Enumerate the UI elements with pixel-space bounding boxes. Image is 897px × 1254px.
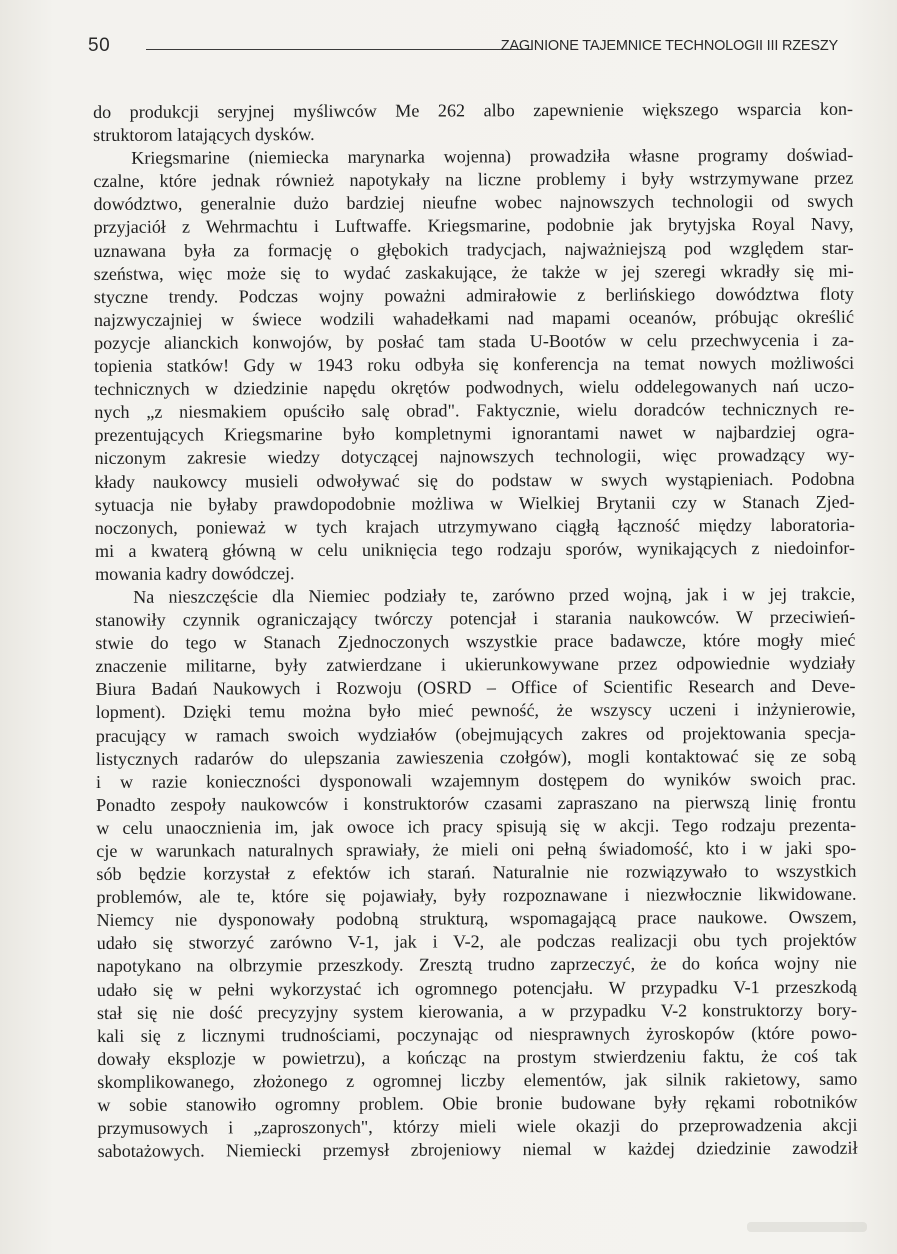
text-line: Biura Badań Naukowych i Rozwoju (OSRD – Office of Scientific Research and Deve-: [95, 676, 856, 700]
text-line: pozycje alianckich konwojów, by posłać tam stada U-Bootów w celu przechwycenia i za-: [94, 329, 855, 353]
text-line: przymusowych i „zaproszonych", którzy mieli wiele okazji do przeprowadzenia akcji: [97, 1114, 858, 1139]
text-line: Kriegsmarine (niemiecka marynarka wojenna) prowadziła własne programy doświad-: [131, 144, 854, 169]
text-line: topienia statków! Gdy w 1943 roku odbyła się konferencja na temat nowych możliwości: [94, 352, 855, 377]
text-line: mowania kadry dowódczej.: [95, 563, 295, 584]
page-header: [88, 30, 838, 58]
text-line: niczonym zakresie wiedzy dotyczącej najnowszych technologii, więc prowadzący wy-: [94, 445, 855, 469]
text-line: mi a kwaterą główną w celu uniknięcia tego rodzaju sporów, wynikających z niedoinfor-: [94, 537, 855, 561]
text-line: dowały eksplozje w powietrzu), a kończąc na prostym stwierdzeniu faktu, że coś tak: [97, 1045, 858, 1069]
text-line: skomplikowanego, złożonego z ogromnej liczby elementów, jak silnik rakietowy, samo: [97, 1068, 858, 1092]
running-title: ZAGINIONE TAJEMNICE TECHNOLOGII III RZESZY: [500, 38, 838, 54]
text-line: kłady naukowcy musieli odwoływać się do podstaw w swych wystąpieniach. Podobna: [94, 468, 855, 492]
text-line: sabotażowych. Niemiecki przemysł zbrojeniowy niemal w każdej dziedzinie zawodził: [97, 1137, 858, 1162]
header-rule: [146, 49, 532, 50]
text-line: Na nieszczęście dla Niemiec podziały te, zarówno przed wojną, jak i w jej trakcie,: [133, 583, 856, 607]
text-line: szeństwa, więc może się to wydać zaskakujące, że także w jej szeregi wkradły się mi-: [93, 260, 854, 284]
text-line: sób będzie korzystał z efektów ich starań. Naturalnie nie rozwiązywało to wszystkich: [96, 860, 857, 885]
text-line: cje w warunkach naturalnych sprawiały, że mieli oni pełną świadomość, kto i w jaki spo-: [96, 837, 857, 861]
text-line: struktorom latających dysków.: [93, 124, 315, 146]
text-line: uznawana była za formację o głębokich tradycjach, najważniejszą pod względem star-: [93, 237, 854, 261]
text-line: sytuacja nie byłaby prawdopodobnie możliwa w Wielkiej Brytanii czy w Stanach Zjed-: [94, 491, 855, 515]
text-line: do produkcji seryjnej myśliwców Me 262 albo zapewnienie większego wsparcia kon-: [93, 98, 854, 122]
text-line: stanowiły czynnik ograniczający twórczy potencjał i starania naukowców. W przeciwień-: [95, 606, 856, 631]
text-line: pracujący w ramach swoich wydziałów (obejmujących zakres od projektowania specja-: [95, 722, 856, 746]
text-line: i w razie konieczności dysponowali wzajemnym dostępem do wyników swoich prac.: [95, 768, 857, 792]
text-line: napotykano na olbrzymie przeszkody. Zresztą trudno zaprzeczyć, że do końca wojny nie: [96, 953, 857, 977]
text-line: przyjaciół z Wehrmachtu i Luftwaffe. Kriegsmarine, podobnie jak brytyjska Royal Navy,: [93, 214, 854, 238]
text-line: listycznych radarów do ulepszania zawieszenia czołgów), mogli kontaktować się ze sobą: [95, 745, 856, 769]
text-line: czalne, które jednak również napotykały na liczne problemy i były wstrzymywane przez: [93, 167, 854, 192]
text-line: noczonych, ponieważ w tych krajach utrzymywano ciągłą łączność między laboratoria-: [94, 514, 855, 538]
text-line: stwie do tego w Stanach Zjednoczonych wszystkie prace badawcze, które mogły mieć: [95, 629, 856, 654]
text-line: technicznych w dziedzinie napędu okrętów podwodnych, wielu oddelegowanych nań uczo-: [94, 375, 855, 400]
text-line: najzwyczajniej w świece wodzili wahadełkami nad mapami oceanów, próbując określić: [93, 306, 854, 330]
text-line: kali się z licznymi trudnościami, poczynając od niesprawnych żyroskopów (które powo-: [97, 1022, 858, 1046]
body-text: [93, 98, 858, 1164]
text-line: dowództwo, generalnie dużo bardziej nieufne wobec najnowszych technologii od swych: [93, 191, 854, 215]
text-line: udało się w pełni wykorzystać ich ogromnego potencjału. W przypadku V-1 przeszkodą: [96, 976, 857, 1000]
text-line: stał się nie dość precyzyjny system kierowania, a w przypadku V-2 konstruktorzy bory-: [96, 999, 858, 1023]
text-line: problemów, ale te, które się pojawiały, były rozpoznawane i niezwłocznie likwidowane.: [96, 883, 857, 908]
text-line: Niemcy nie dysponowały podobną strukturą, wspomagającą prace naukowe. Owszem,: [96, 906, 857, 931]
text-line: Ponadto zespoły naukowców i konstruktorów czasami zapraszano na pierwszą linię frontu: [96, 791, 857, 815]
text-line: styczne trendy. Podczas wojny poważni admirałowie z berlińskiego dowództwa floty: [93, 283, 854, 307]
text-line: w sobie stanowiło ogromny problem. Obie bronie budowane były rękami robotników: [97, 1091, 858, 1116]
text-line: lopment). Dzięki temu można było mieć pewność, że wszyscy uczeni i inżynierowie,: [95, 699, 856, 723]
text-line: w celu unaocznienia im, jak owoce ich pracy spisują się w akcji. Tego rodzaju prezenta-: [96, 814, 857, 838]
page-smudge: [747, 1222, 867, 1232]
text-line: udało się stworzyć zarówno V-1, jak i V-2, ale podczas realizacji obu tych projektów: [96, 930, 857, 954]
text-line: znaczenie militarne, były zatwierdzane i ukierunkowywane przez odpowiednie wydziały: [95, 652, 856, 677]
text-line: prezentujących Kriegsmarine było kompletnymi ignorantami nawet w najbardziej ogra-: [94, 421, 855, 446]
text-line: nych „z niesmakiem opuściło salę obrad". Faktycznie, wielu doradców technicznych re-: [94, 398, 855, 423]
page-number: 50: [88, 35, 111, 56]
